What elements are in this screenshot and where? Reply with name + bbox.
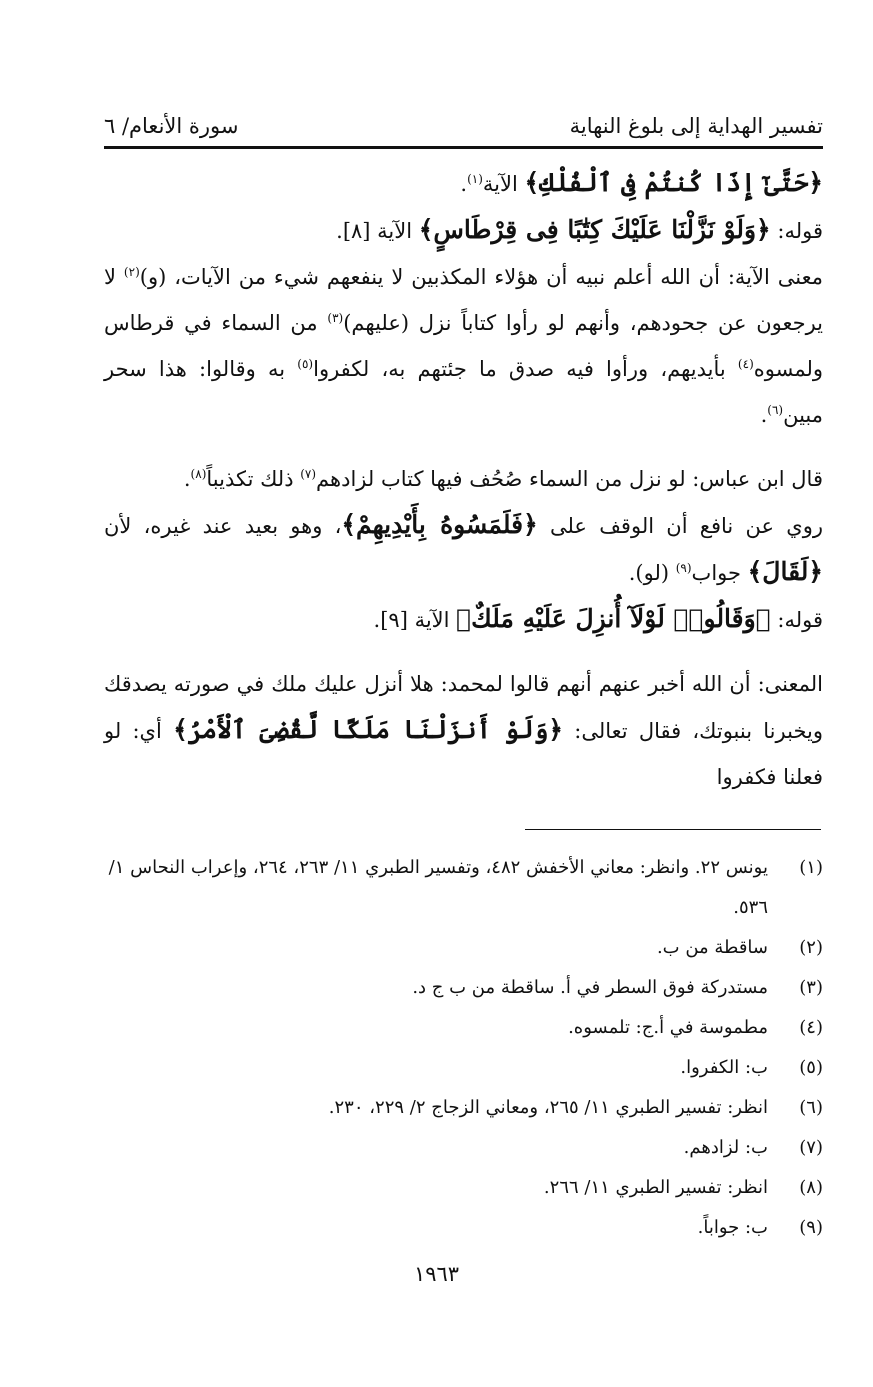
footnotes [104,848,823,1248]
footnote-ref: (٦) [767,403,784,417]
footnote-ref: (١) [467,172,483,186]
page-number: ١٩٦٣ [413,1262,460,1286]
footnote-rule [525,829,821,830]
footnote-item: (٢) ساقطة من ب. [656,937,823,958]
footnote-item: (٧) ب: لزادهم. [683,1137,823,1158]
quran-quote: ﴿لَقَالَ﴾ [747,557,823,586]
book-title: تفسير الهداية إلى بلوغ النهاية [569,114,823,138]
footnote-ref: (٨) [190,467,207,481]
running-header [104,108,823,144]
footnote-ref: (٧) [300,467,317,481]
main-text [104,160,823,800]
footnote-ref: (٣) [327,311,344,325]
paragraph-meaning-2: المعنى: أن الله أخبر عنهم أنهم قالوا لمحمد: هلا أنزل عليك ملك في صورته يصدقك ويخبرنا بنبوتك، فقال تعالى: ﴿وَلَوْ أَنزَلْنَا مَلَكًا لَّقُضِىَ ٱلْأَمْرُ﴾ أي: لو فعلنا فكفروا [104,672,823,789]
footnote-item: (٣) مستدركة فوق السطر في أ. ساقطة من ب ج د. [412,977,823,998]
footnote-item: (٨) انظر: تفسير الطبري ١١/ ٢٦٦. [543,1177,823,1198]
quran-quote: ﴿وَقَالُوا۟ لَوْلَآ أُنزِلَ عَلَيْهِ مَلَكٌ﴾ [456,604,771,633]
verse-line-1: ﴿حَتَّىٰٓ إِذَا كُنتُمْ فِى ٱلْفُلْكِ﴾ الآية$^{(١)}$. [460,168,823,197]
paragraph-meaning: معنى الآية: أن الله أعلم نبيه أن هؤلاء المكذبين لا ينفعهم شيء من الآيات، (و)$^{(٢)}$ لا يرجعون عن جحودهم، وأنهم لو رأوا كتاباً نزل (عليهم)$^{(٣)}$ من السماء في قرطاس ولمسوه$^{(٤)}$ بأيديهم، ورأوا فيه صدق ما جئتهم به، لكفروا$^{(٥)}$ به وقالوا: هذا سحر مبين$^{(٦)}$. [104,265,824,427]
footnote-item: (٤) مطموسة في أ.ج: تلمسوه. [568,1017,823,1038]
footnote-ref: (٩) [675,561,692,575]
footnote-item: (٩) ب: جواباً. [697,1217,823,1238]
surah-label: سورة الأنعام/ ٦ [104,114,239,138]
quran-quote: ﴿فَلَمَسُوهُ بِأَيْدِيهِمْ﴾ [341,510,538,539]
quran-quote: ﴿وَلَوْ نَزَّلْنَا عَلَيْكَ كِتَٰبًا فِى قِرْطَاسٍ﴾ [418,215,771,244]
paragraph-ibn-abbas: قال ابن عباس: لو نزل من السماء صُحُف فيها كتاب لزادهم$^{(٧)}$ ذلك تكذيباً$^{(٨)}$. [183,467,823,491]
footnote-ref: (٥) [297,357,314,371]
quran-quote: ﴿حَتَّىٰٓ إِذَا كُنتُمْ فِى ٱلْفُلْكِ﴾ [524,168,823,197]
footnote-item: (٥) ب: الكفروا. [680,1057,823,1078]
verse-heading-8: قوله: ﴿وَلَوْ نَزَّلْنَا عَلَيْكَ كِتَٰبًا فِى قِرْطَاسٍ﴾ الآية [٨]. [336,215,823,244]
footnote-ref: (٤) [737,357,754,371]
footnote-ref: (٢) [123,265,140,279]
footnote-item: (١) يونس ٢٢. وانظر: معاني الأخفش ٤٨٢، وتفسير الطبري ١١/ ٢٦٣، ٢٦٤، وإعراب النحاس ١/ ٥٣٦. [108,857,823,918]
footnote-item: (٦) انظر: تفسير الطبري ١١/ ٢٦٥، ومعاني الزجاج ٢/ ٢٢٩، ٢٣٠. [328,1097,823,1118]
paragraph-nafi: روي عن نافع أن الوقف على ﴿فَلَمَسُوهُ بِأَيْدِيهِمْ﴾، وهو بعيد عند غيره، لأن ﴿لَقَالَ﴾ جواب$^{(٩)}$ (لو). [104,510,823,586]
header-rule [104,146,823,149]
verse-heading-9: قوله: ﴿وَقَالُوا۟ لَوْلَآ أُنزِلَ عَلَيْهِ مَلَكٌ﴾ الآية [٩]. [373,604,823,633]
quran-quote: ﴿وَلَوْ أَنزَلْنَا مَلَكًا لَّقُضِىَ ٱلْأَمْرُ﴾ [173,715,564,744]
